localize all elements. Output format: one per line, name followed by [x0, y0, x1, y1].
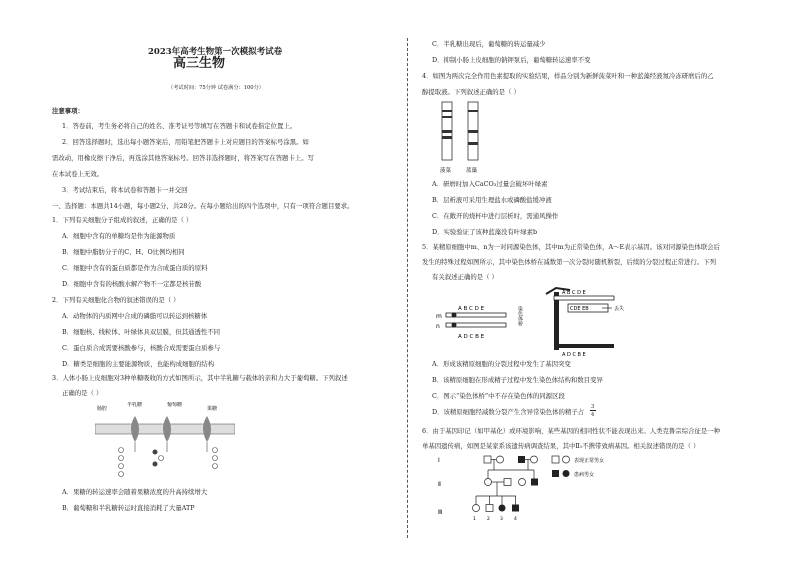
svg-text:CDE EB: CDE EB	[570, 306, 589, 312]
notice-heading: 注意事项：	[52, 107, 84, 115]
option: B．细胞中脂肪分子的C、H、O比例均相同	[62, 248, 185, 256]
notice-line: 3．考试结束后，将本试卷和答题卡一并交回	[62, 186, 188, 194]
generation-label: Ⅱ	[438, 481, 441, 488]
fig-label: 果糖	[207, 406, 218, 412]
option: C．蛋白质合成需要核酸参与，核酸合成需要蛋白质参与	[62, 344, 221, 352]
option: D．该精原细胞经减数分裂产生含异常染色体的精子占	[432, 408, 585, 416]
question-stem: 有关叙述正确的是（ ）	[432, 273, 498, 281]
fig-label: 葡萄糖	[167, 402, 183, 408]
transport-diagram	[95, 402, 235, 484]
option: D．实验验证了该种蓝藻没有叶绿素b	[432, 228, 538, 236]
chromatography-figure	[438, 100, 498, 176]
option: C．在敞开的烧杯中进行层析时，需通风操作	[432, 212, 559, 220]
carrier-protein	[203, 416, 211, 442]
question-stem: 6．由于基因印记（如甲基化）或环境影响，某些基因的相同性状不能表现出来。人类克鲁宗综合征是一种	[422, 427, 721, 435]
option: A．动物体的内质网中合成的磷脂可以转运到核糖体	[62, 312, 208, 320]
option: D．抑制小肠上皮细胞的钠钾泵后，葡萄糖转运速率不变	[432, 56, 591, 64]
option: C．半乳糖出现后，葡萄糖的转运量减少	[432, 40, 546, 48]
fraction-denominator: 4	[591, 412, 595, 418]
carrier-protein	[131, 416, 139, 442]
fig-label: 蓝藻	[466, 168, 478, 174]
question-stem: 3．人体小肠上皮细胞对3种单糖吸收的方式如图所示，其中半乳糖与载体的亲和力大于葡萄糖。下列叙述	[52, 374, 348, 382]
exam-title: 2023年高考生物第一次模拟考试卷	[148, 47, 283, 57]
svg-text:4: 4	[514, 517, 517, 522]
carrier-protein	[163, 416, 171, 442]
option: A．细胞中含有的单糖均是作为能源物质	[62, 232, 176, 240]
fig-label: 肠腔	[97, 406, 108, 412]
exam-info: （考试时间：75分钟 试卷满分：100分）	[168, 85, 264, 91]
svg-text:A D C B E: A D C B E	[458, 334, 485, 340]
option: B．该精原细胞在形成精子过程中发生染色体结构和数目变异	[432, 376, 603, 384]
question-stem: 发生的特殊过程如图所示，其中染色体桥在减数第一次分裂时随机断裂，后续的分裂过程正常进行。下列	[422, 258, 716, 266]
option: D．细胞中含有的核酸水解产物不一定都是核苷酸	[62, 280, 202, 288]
chromosome-bridge-figure	[436, 286, 636, 356]
option: C．细胞中含有的蛋白质都是作为合成蛋白质的原料	[62, 264, 208, 272]
svg-text:A D C B E: A D C B E	[562, 352, 586, 356]
fraction-numerator: 3	[591, 404, 595, 410]
fig-label: 半乳糖	[127, 402, 143, 408]
svg-text:A B C D E: A B C D E	[458, 306, 485, 312]
option: B．层析液可采用生理盐水或磷酸盐缓冲液	[432, 196, 552, 204]
svg-text:2: 2	[487, 517, 490, 522]
right-column	[410, 0, 794, 562]
question-stem: 2．下列有关细胞化合物的叙述错误的是（ ）	[52, 296, 180, 304]
column-divider	[407, 38, 408, 538]
fig-label: 菠菜	[440, 168, 452, 174]
question-stem: 醇提取液。下列叙述正确的是（ ）	[422, 88, 520, 96]
notice-line: 在本试卷上无效。	[52, 170, 104, 178]
option: A．研磨时加入CaCO₃过量会破坏叶绿素	[432, 180, 548, 188]
question-stem: 1．下列有关细胞分子组成的叙述，正确的是（ ）	[52, 216, 193, 224]
option: A．果糖的转运速率会随着果糖浓度的升高持续增大	[62, 488, 208, 496]
fig-label: m	[436, 313, 442, 320]
fig-label: 染色体桥	[517, 306, 523, 326]
option: A．形成该精原细胞的分裂过程中发生了基因突变	[432, 360, 571, 368]
section-heading: 一、选择题：本题共14小题，每小题2分，共28分。在每小题给出的四个选项中，只有一项符合题目要求。	[52, 202, 354, 210]
svg-text:A B C D E: A B C D E	[562, 290, 586, 296]
option: B．葡萄糖和半乳糖转运时直接消耗了大量ATP	[62, 504, 195, 512]
question-stem: 单基因遗传病，如图是某家系该遗传病调查结果，其中Ⅱ₁不携带致病基因。相关叙述错误的是（ ）	[422, 442, 700, 450]
question-stem: 正确的是（ ）	[62, 389, 103, 397]
notice-line: 1．答卷前，考生务必将自己的姓名、准考证号等填写在答题卡和试卷指定位置上。	[62, 122, 297, 130]
notice-line: 2．回答选择题时，选出每小题答案后，用铅笔把答题卡上对应题目的答案标号涂黑。如	[62, 138, 309, 146]
question-stem: 5．某精原细胞中m、n为一对同源染色体，其中m为正常染色体，A～E表示基因。该对同源染色体联会后	[422, 243, 720, 251]
notice-line: 需改动，用橡皮擦干净后，再选涂其他答案标号。回答非选择题时，将答案写在答题卡上。写	[52, 154, 315, 162]
generation-label: Ⅰ	[438, 457, 440, 464]
subject-title: 高三生物	[173, 56, 226, 71]
option: B．细胞核、线粒体、叶绿体具双层膜，但其通透性不同	[62, 328, 221, 336]
legend-label: 患病男女	[574, 472, 595, 478]
option: C．图示“染色体桥”中不存在染色体的同源区段	[432, 392, 565, 400]
fig-label: 丢失	[614, 306, 625, 312]
svg-text:1: 1	[473, 517, 476, 522]
svg-text:3: 3	[500, 517, 503, 522]
fig-label: n	[436, 323, 440, 330]
generation-label: Ⅲ	[438, 509, 443, 516]
legend-label: 表现正常男女	[574, 458, 605, 464]
question-stem: 4．如图为两次完全作用色素提取的实验结果，样品分别为新鲜菠菜叶和一种蓝藻经液氮冷冻研磨后的乙	[422, 72, 714, 80]
option: D．糖类是细胞的主要能源物质，也能构成细胞的结构	[62, 360, 215, 368]
pedigree-chart	[436, 452, 666, 524]
